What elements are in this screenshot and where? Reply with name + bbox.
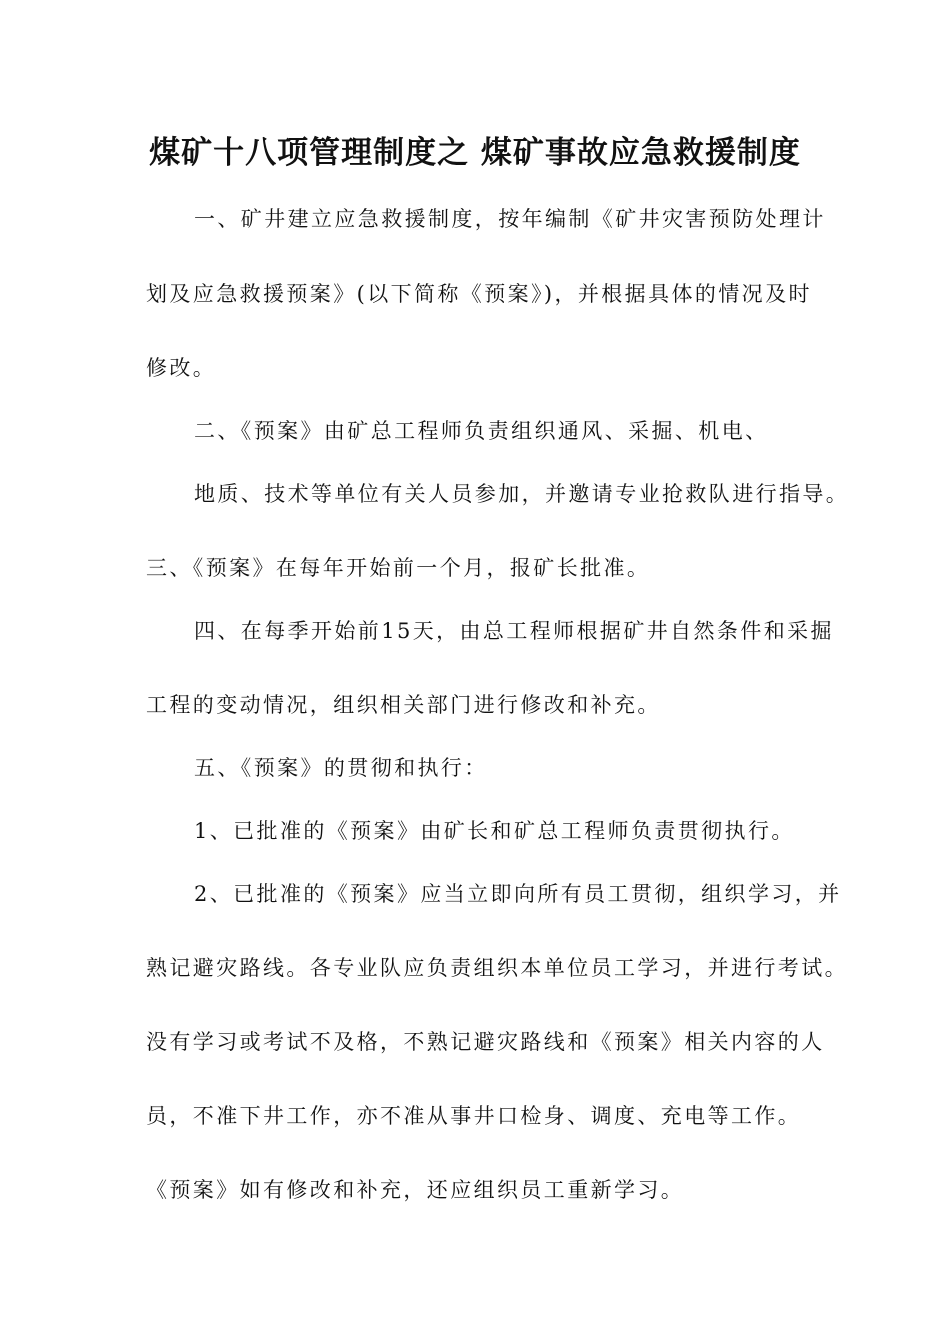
paragraph-line: 《预案》如有修改和补充，还应组织员工重新学习。 [146,1178,685,1202]
paragraph-line: 三、《预案》在每年开始前一个月，报矿长批准。 [146,556,651,580]
paragraph-line: 划及应急救援预案》(以下简称《预案》)，并根据具体的情况及时 [146,282,812,306]
paragraph-line: 地质、技术等单位有关人员参加，并邀请专业抢救队进行指导。 [194,482,850,506]
paragraph-line: 1、已批准的《预案》由矿长和矿总工程师负责贯彻执行。 [194,819,795,843]
paragraph-line: 没有学习或考试不及格，不熟记避灾路线和《预案》相关内容的人 [146,1030,825,1054]
paragraph-line: 一、矿井建立应急救援制度，按年编制《矿井灾害预防处理计 [194,207,826,231]
paragraph-line: 工程的变动情况，组织相关部门进行修改和补充。 [146,693,661,717]
paragraph-line: 二、《预案》由矿总工程师负责组织通风、采掘、机电、 [194,419,769,443]
paragraph-line: 2、已批准的《预案》应当立即向所有员工贯彻，组织学习，并 [194,882,842,906]
document-title: 煤矿十八项管理制度之 煤矿事故应急救援制度 [149,135,801,171]
paragraph-line: 四、在每季开始前15天，由总工程师根据矿井自然条件和采掘 [194,619,834,643]
paragraph-line: 熟记避灾路线。各专业队应负责组织本单位员工学习，并进行考试。 [146,956,848,980]
paragraph-line: 五、《预案》的贯彻和执行： [194,756,488,780]
paragraph-line: 修改。 [146,356,217,380]
paragraph-line: 员，不准下井工作，亦不准从事井口检身、调度、充电等工作。 [146,1104,802,1128]
